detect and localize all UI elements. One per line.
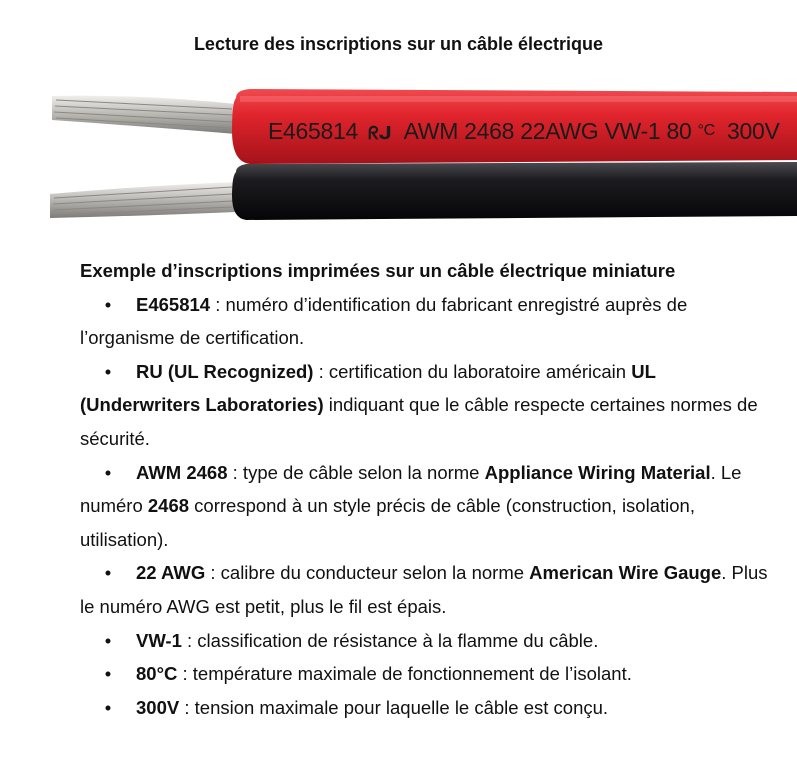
black-wire-strands — [50, 182, 236, 218]
list-item: • 22 AWG : calibre du conducteur selon la norme American Wire Gauge. Plus le numéro AWG est petit, plus le fil est épais. — [80, 556, 770, 623]
list-item: • E465814 : numéro d’identification du fabricant enregistré auprès de l’organisme de certification. — [80, 288, 770, 355]
bullet-icon: • — [104, 663, 112, 685]
cable-marking-text: E465814 ᖇᒍ AWM 2468 22AWG VW-1 80 °C 300V — [268, 118, 780, 144]
bullet-icon: • — [104, 562, 112, 584]
bullet-icon: • — [104, 629, 112, 651]
black-wire-jacket — [232, 162, 797, 220]
red-wire-strands — [52, 96, 236, 134]
page-title: Lecture des inscriptions sur un câble électrique — [193, 34, 604, 54]
ul-recognized-icon: ᖇᒍ — [368, 123, 392, 143]
list-item: • VW-1 : classification de résistance à la flamme du câble. — [80, 624, 770, 658]
cable-illustration — [0, 76, 797, 246]
section-heading: Exemple d’inscriptions imprimées sur un câble électrique miniature — [80, 260, 676, 281]
bullet-icon: • — [104, 696, 112, 718]
bullet-icon: • — [104, 360, 112, 382]
list-item: • RU (UL Recognized) : certification du laboratoire américain UL (Underwriters Laboratories) indiquant que le câble respecte certaines normes de sécurité. — [80, 355, 770, 456]
list-item: • 300V : tension maximale pour laquelle le câble est conçu. — [80, 691, 770, 725]
description-section — [80, 254, 770, 724]
bullet-icon: • — [104, 293, 112, 315]
list-item: • 80°C : température maximale de fonctionnement de l’isolant. — [80, 657, 770, 691]
list-item: • AWM 2468 : type de câble selon la norme Appliance Wiring Material. Le numéro 2468 correspond à un style précis de câble (construction, isolation, utilisation). — [80, 456, 770, 557]
bullet-icon: • — [104, 461, 112, 483]
